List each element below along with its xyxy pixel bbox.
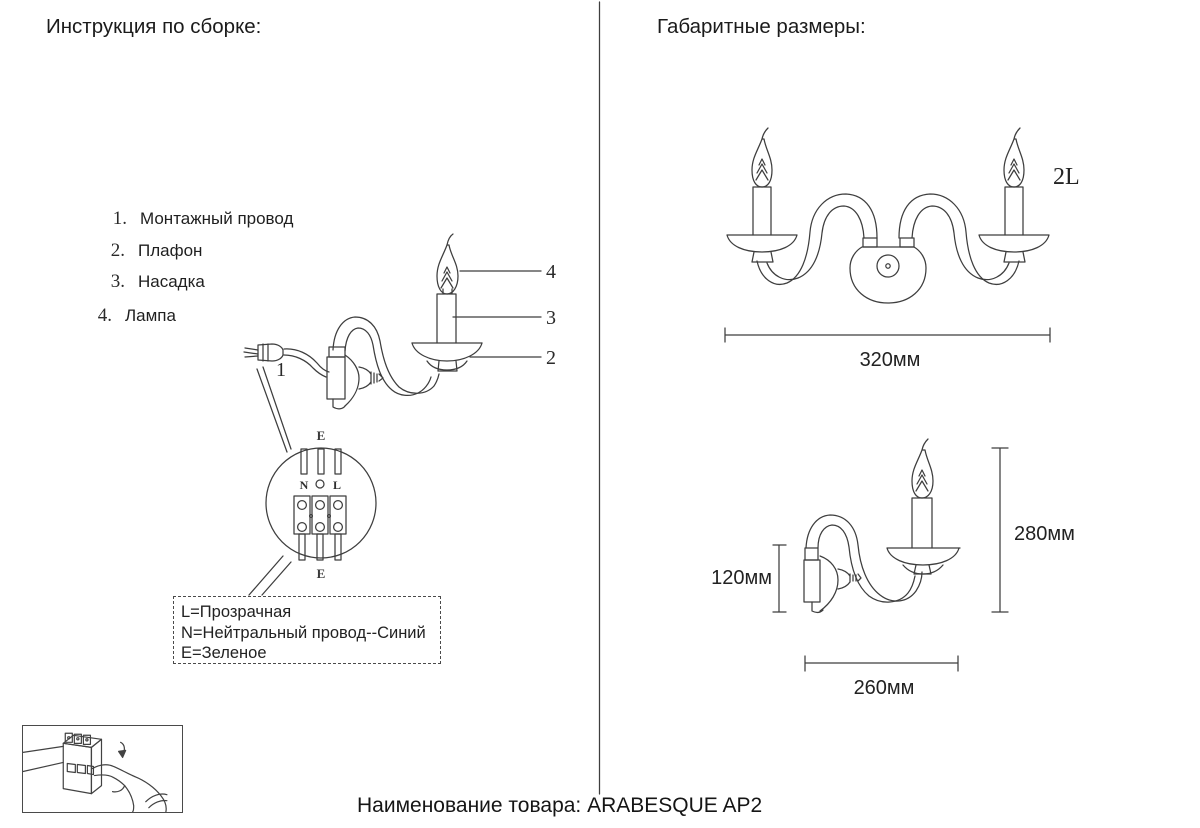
finial-cone-side (838, 569, 850, 589)
wall-ledge (23, 746, 63, 771)
dimension-label-320: 320мм (859, 349, 921, 371)
terminal-label-e-bottom: E (316, 566, 326, 581)
flame-bulb-side (912, 439, 933, 498)
breaker-cap-dot (77, 738, 79, 740)
arm-holder-side (805, 548, 818, 560)
part-number: 3. (110, 271, 125, 292)
terminal-screw (334, 523, 343, 532)
backplate-hub (877, 255, 899, 277)
terminal-label-l: L (332, 478, 342, 492)
callout-number-2: 2 (546, 347, 556, 369)
wiring-legend-box (173, 596, 441, 664)
wiring-detail-drawing (249, 428, 376, 595)
parts-list-item (93, 271, 205, 293)
terminal-screw (298, 523, 307, 532)
wall-dome-side (820, 556, 838, 611)
wall-dome-side-bottom (812, 602, 823, 612)
single-arm-sconce-drawing (711, 439, 1075, 699)
bobeche-side (887, 548, 960, 565)
left-section-title: Инструкция по сборке: (46, 15, 262, 38)
hand-icon (92, 765, 166, 812)
flame-bulb-outline (437, 245, 458, 294)
callout-lines (453, 271, 541, 357)
left-bulb-filament (756, 159, 768, 180)
dimension-label-120: 120мм (711, 567, 772, 589)
arm-inner-side (818, 525, 915, 602)
legend-line-l: L=Прозрачная (181, 603, 292, 621)
wire-top-1 (301, 449, 307, 474)
right-flame-bulb (1004, 128, 1024, 187)
parts-list-item (95, 208, 293, 230)
backplate-side (804, 560, 820, 602)
left-bobeche (727, 235, 797, 252)
terminal-screw (334, 501, 343, 510)
two-arm-sconce-drawing (725, 128, 1080, 371)
breaker-cap-dot (86, 739, 88, 741)
power-off-illustration (22, 725, 183, 813)
wire-bottom-2 (317, 534, 323, 560)
part-label: Плафон (138, 241, 203, 260)
part-label: Монтажный провод (140, 209, 294, 228)
wire-plug-ridges (263, 344, 268, 361)
finial-cone (359, 367, 371, 389)
parts-list-item (93, 240, 202, 262)
right-bobeche (979, 235, 1049, 252)
part-label: Лампа (125, 306, 176, 325)
wall-dome-bottom (333, 399, 345, 409)
dimension-overall-height (992, 448, 1075, 612)
sconce-assembly-drawing (244, 234, 556, 452)
dimension-label-280: 280мм (1014, 523, 1075, 545)
legend-leader-lines (249, 556, 291, 595)
terminal-screw (316, 523, 325, 532)
terminal-dot (328, 515, 331, 518)
terminal-screw (298, 501, 307, 510)
wire-top-line (284, 349, 329, 372)
dimension-arm-depth (805, 656, 958, 699)
wall-dome (345, 355, 359, 406)
right-section-title: Габаритные размеры: (657, 15, 866, 38)
terminal-label-e-top: E (316, 428, 326, 443)
breaker-switch-handles (67, 763, 93, 774)
parts-list-item (80, 305, 176, 327)
bobeche-undercup-side (903, 565, 943, 574)
bobeche-undercup (427, 361, 467, 370)
legend-line-e: E=Зеленое (181, 644, 267, 662)
left-flame-bulb (752, 128, 772, 187)
callout-number-1: 1 (276, 359, 286, 381)
earth-terminal-icon (316, 480, 324, 488)
wire-top-3 (335, 449, 341, 474)
part-number: 1. (112, 208, 127, 229)
arm-holder (329, 347, 345, 357)
part-number: 4. (97, 305, 112, 326)
wire-top-2 (318, 449, 324, 474)
left-arm-line-2 (757, 194, 877, 284)
candle-sleeve-side (912, 498, 932, 548)
left-bobeche-collar (752, 252, 773, 262)
detail-circle (266, 448, 376, 558)
terminal-label-n: N (299, 478, 309, 492)
terminal-module-1 (294, 496, 310, 534)
callout-number-3: 3 (546, 307, 556, 329)
arm-socket-right (900, 238, 914, 247)
breaker-cap-dot (68, 737, 70, 739)
arm-socket-left (863, 238, 877, 247)
bulb-filament-side (916, 470, 928, 491)
callout-number-4: 4 (546, 261, 556, 283)
wire-bottom-1 (299, 534, 305, 560)
dimension-overall-width (725, 328, 1050, 371)
right-bobeche-collar (1004, 252, 1025, 262)
terminal-dot (310, 515, 313, 518)
right-bulb-filament (1008, 159, 1020, 180)
press-arrow-head (119, 750, 126, 757)
legend-line-n: N=Нейтральный провод--Синий (181, 623, 426, 642)
part-number: 2. (110, 240, 125, 261)
dimension-label-260: 260мм (853, 677, 915, 699)
footer-product-name: Наименование товара: ARABESQUE AP2 (357, 794, 763, 817)
left-candle-sleeve (753, 187, 771, 235)
dimension-backplate-height (711, 545, 786, 612)
terminal-module-2 (312, 496, 328, 534)
backplate-hub-dot (886, 264, 890, 268)
wire-plug-leads (244, 348, 258, 357)
breaker-drawing (23, 726, 182, 812)
bulb-filament (441, 267, 453, 288)
part-label: Насадка (138, 272, 205, 291)
candle-sleeve (437, 294, 456, 343)
flame-tip (447, 234, 453, 245)
bobeche-dish (412, 343, 482, 361)
right-arm-line-2 (899, 194, 1019, 284)
terminal-module-3 (330, 496, 346, 534)
backplate (327, 357, 345, 399)
terminal-screw (316, 501, 325, 510)
right-candle-sleeve (1005, 187, 1023, 235)
variant-label-2l: 2L (1053, 164, 1080, 190)
